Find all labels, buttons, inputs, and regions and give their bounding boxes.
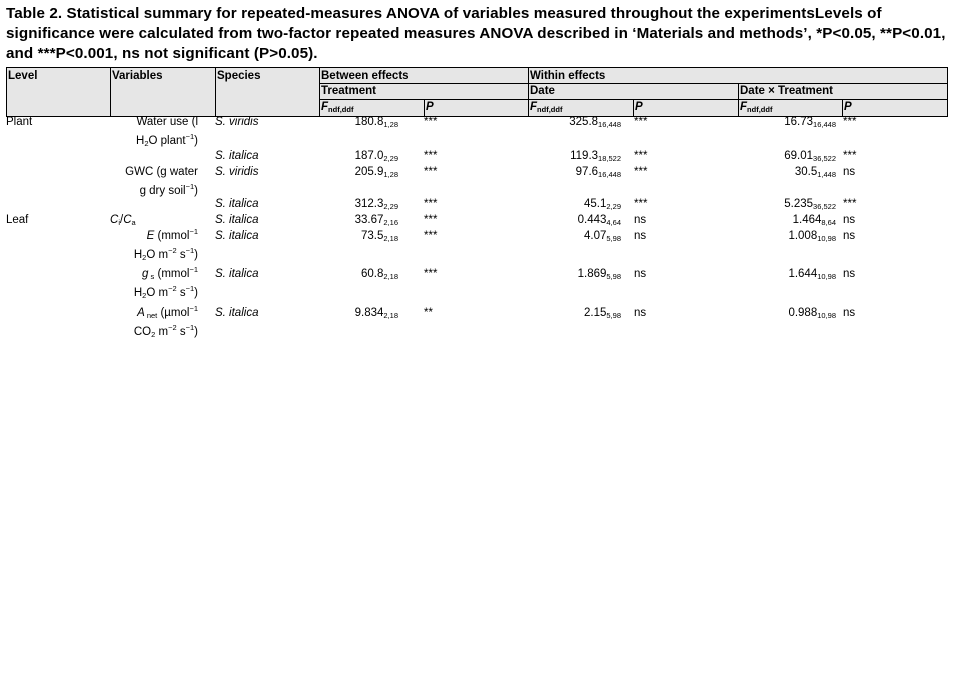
header-level: Level [8, 70, 38, 82]
cell-date-p: ns [634, 268, 647, 280]
cell-date-treatment-f: $0.988_{10,98}$ [788, 307, 836, 320]
header-p-date-treatment: P [844, 101, 852, 113]
cell-date-treatment-p: ns [843, 214, 856, 226]
cell-date-treatment-f: $1.464_{8,64}$ [792, 214, 836, 227]
header-within-effects: Within effects [530, 70, 606, 82]
cell-date-f: $0.443_{4,64}$ [577, 214, 621, 227]
header-p-treatment: P [426, 101, 434, 113]
cell-treatment-p: *** [424, 166, 438, 178]
cell-variable: Water use (l $H_2O$ plant$^{-1}$) [136, 116, 198, 148]
cell-treatment-f: $180.8_{1,28}$ [354, 116, 398, 129]
cell-date-treatment-f: $30.5_{1,448}$ [794, 166, 836, 179]
cell-treatment-f: $9.834_{2,18}$ [354, 307, 398, 320]
cell-date-p: ns [634, 230, 647, 242]
cell-species: S. viridis [215, 116, 259, 128]
cell-date-f: $2.15_{5,98}$ [584, 307, 621, 320]
cell-date-treatment-p: *** [843, 116, 857, 128]
cell-date-f: $325.8_{16,448}$ [569, 116, 621, 129]
cell-variable: g $_s$ (mmol$^{-1}$ $H_2O$ $m^{-2}$ $s^{-1}$) [133, 265, 198, 300]
cell-date-treatment-f: $1.008_{10,98}$ [788, 230, 836, 243]
cell-date-treatment-f: $1.644_{10,98}$ [788, 268, 836, 281]
cell-species: S. italica [215, 268, 259, 280]
cell-treatment-p: *** [424, 150, 438, 162]
cell-treatment-f: $205.9_{1,28}$ [354, 166, 398, 179]
cell-date-treatment-p: ns [843, 268, 856, 280]
cell-treatment-p: *** [424, 268, 438, 280]
cell-date-treatment-f: $16.73_{16,448}$ [784, 116, 836, 129]
cell-date-treatment-p: *** [843, 150, 857, 162]
header-between-effects: Between effects [321, 70, 409, 82]
cell-date-treatment-f: $5.235_{36,522}$ [784, 198, 836, 211]
cell-treatment-f: $60.8_{2,18}$ [361, 268, 398, 281]
cell-species: S. italica [215, 198, 259, 210]
cell-date-f: $1.869_{5,98}$ [577, 268, 621, 281]
cell-treatment-f: $187.0_{2,29}$ [354, 150, 398, 163]
header-date: Date [530, 85, 555, 97]
cell-treatment-f: $312.3_{2,29}$ [354, 198, 398, 211]
cell-treatment-f: $73.5_{2,18}$ [361, 230, 398, 243]
cell-date-p: ns [634, 214, 647, 226]
cell-date-treatment-p: ns [843, 166, 856, 178]
cell-treatment-p: *** [424, 116, 438, 128]
cell-treatment-p: *** [424, 214, 438, 226]
header-treatment: Treatment [321, 85, 376, 97]
header-f-date: $F_{ndf,ddf}$ [530, 101, 563, 114]
cell-species: S. italica [215, 150, 259, 162]
cell-date-treatment-p: *** [843, 198, 857, 210]
header-p-date: P [635, 101, 643, 113]
cell-date-p: *** [634, 166, 648, 178]
header-f-date-treatment: $F_{ndf,ddf}$ [740, 101, 773, 114]
header-f-treatment: $F_{ndf,ddf}$ [321, 101, 354, 114]
cell-variable: $C_i/C_a$ [110, 214, 136, 227]
cell-species: S. italica [215, 230, 259, 242]
cell-level: Plant [6, 116, 33, 128]
header-date-treatment: Date × Treatment [740, 85, 833, 97]
cell-treatment-p: *** [424, 198, 438, 210]
cell-date-f: $45.1_{2,29}$ [584, 198, 621, 211]
cell-date-treatment-p: ns [843, 307, 856, 319]
cell-date-p: ns [634, 307, 647, 319]
cell-species: S. italica [215, 214, 259, 226]
cell-species: S. italica [215, 307, 259, 319]
cell-treatment-p: ** [424, 307, 433, 319]
cell-variable: E (mmol$^{-1}$ $H_2O$ $m^{-2}$ $s^{-1}$) [133, 227, 198, 262]
cell-treatment-f: $33.67_{2,16}$ [354, 214, 398, 227]
cell-date-p: *** [634, 150, 648, 162]
cell-variable: GWC (g water g dry soil$^{-1}$) [125, 166, 198, 197]
table-header [6, 67, 948, 117]
cell-date-p: *** [634, 116, 648, 128]
cell-species: S. viridis [215, 166, 259, 178]
cell-date-treatment-p: ns [843, 230, 856, 242]
cell-date-f: $119.3_{18,522}$ [570, 150, 621, 163]
header-variables: Variables [112, 70, 163, 82]
cell-date-f: $4.07_{5,98}$ [584, 230, 621, 243]
cell-date-f: $97.6_{16,448}$ [575, 166, 621, 179]
cell-level: Leaf [6, 214, 29, 226]
header-species: Species [217, 70, 261, 82]
cell-treatment-p: *** [424, 230, 438, 242]
cell-date-p: *** [634, 198, 648, 210]
cell-variable: A $_{net}$ (µmol$^{-1}$ $CO_2$ $m^{-2}$ $s^{-1}$) [133, 304, 198, 339]
table-caption: Table 2. Statistical summary for repeated-measures ANOVA of variables measured throughout the experimentsLevels of significance were calculated from two-factor repeated measures ANOVA described in ‘Materials and methods’, *P<0.05, **P<0.01, and ***P<0.001, ns not significant (P>0.05). [6, 5, 946, 62]
cell-date-treatment-f: $69.01_{36,522}$ [784, 150, 836, 163]
